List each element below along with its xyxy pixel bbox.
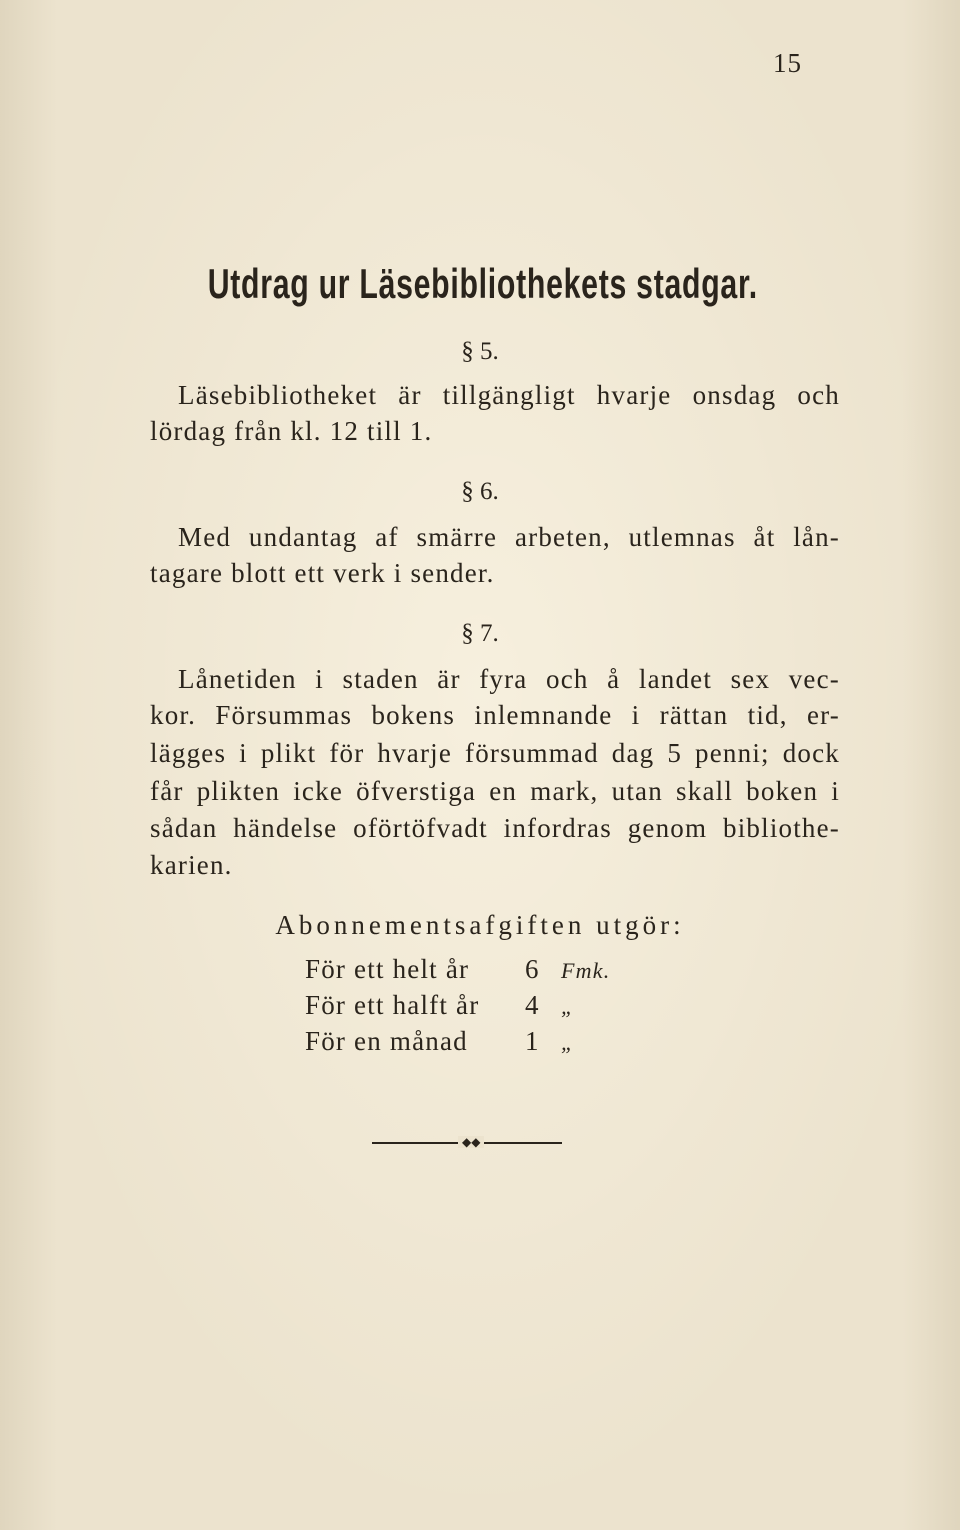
section-mark-5: § 5.: [461, 338, 499, 365]
paragraph-line: lördag från kl. 12 till 1.: [150, 416, 433, 446]
paragraph-line: Lånetiden i staden är fyra och å landet sex vec-: [178, 664, 840, 694]
paragraph-line: sådan händelse oförtöfvadt infordras genom bibliothe-: [150, 813, 840, 843]
fee-label: För ett helt år: [305, 954, 470, 984]
fee-amount: 6: [525, 954, 540, 984]
fee-row: [305, 1026, 574, 1057]
page-number: 15: [773, 48, 802, 78]
fee-label: För en månad: [305, 1026, 468, 1056]
page-title: Utdrag ur Läsebibliothekets stadgar.: [207, 260, 758, 307]
fee-unit: „: [561, 994, 575, 1019]
section-mark-7: § 7.: [461, 620, 499, 647]
paragraph-line: lägges i plikt för hvarje försummad dag 5 penni; dock: [150, 738, 840, 768]
fee-row: [305, 954, 610, 985]
divider-ornament-icon: ◆◆: [458, 1136, 484, 1148]
fee-amount: 4: [525, 990, 540, 1020]
fee-unit: Fmk.: [561, 958, 611, 983]
paragraph-line: Läsebibliotheket är tillgängligt hvarje onsdag och: [178, 380, 840, 410]
fees-heading: Abonnementsafgiften utgör:: [275, 910, 685, 940]
paragraph-line: karien.: [150, 850, 233, 880]
fee-unit: „: [561, 1030, 575, 1055]
paragraph-line: Med undantag af smärre arbeten, utlemnas åt lån-: [178, 522, 840, 552]
fee-row: [305, 990, 574, 1021]
section-mark-6: § 6.: [461, 478, 499, 505]
paragraph-line: tagare blott ett verk i sender.: [150, 558, 495, 588]
paragraph-line: får plikten icke öfverstiga en mark, utan skall boken i: [150, 776, 840, 806]
fee-amount: 1: [525, 1026, 540, 1056]
fee-label: För ett halft år: [305, 990, 480, 1020]
paragraph-line: kor. Försummas bokens inlemnande i rättan tid, er-: [150, 700, 840, 730]
